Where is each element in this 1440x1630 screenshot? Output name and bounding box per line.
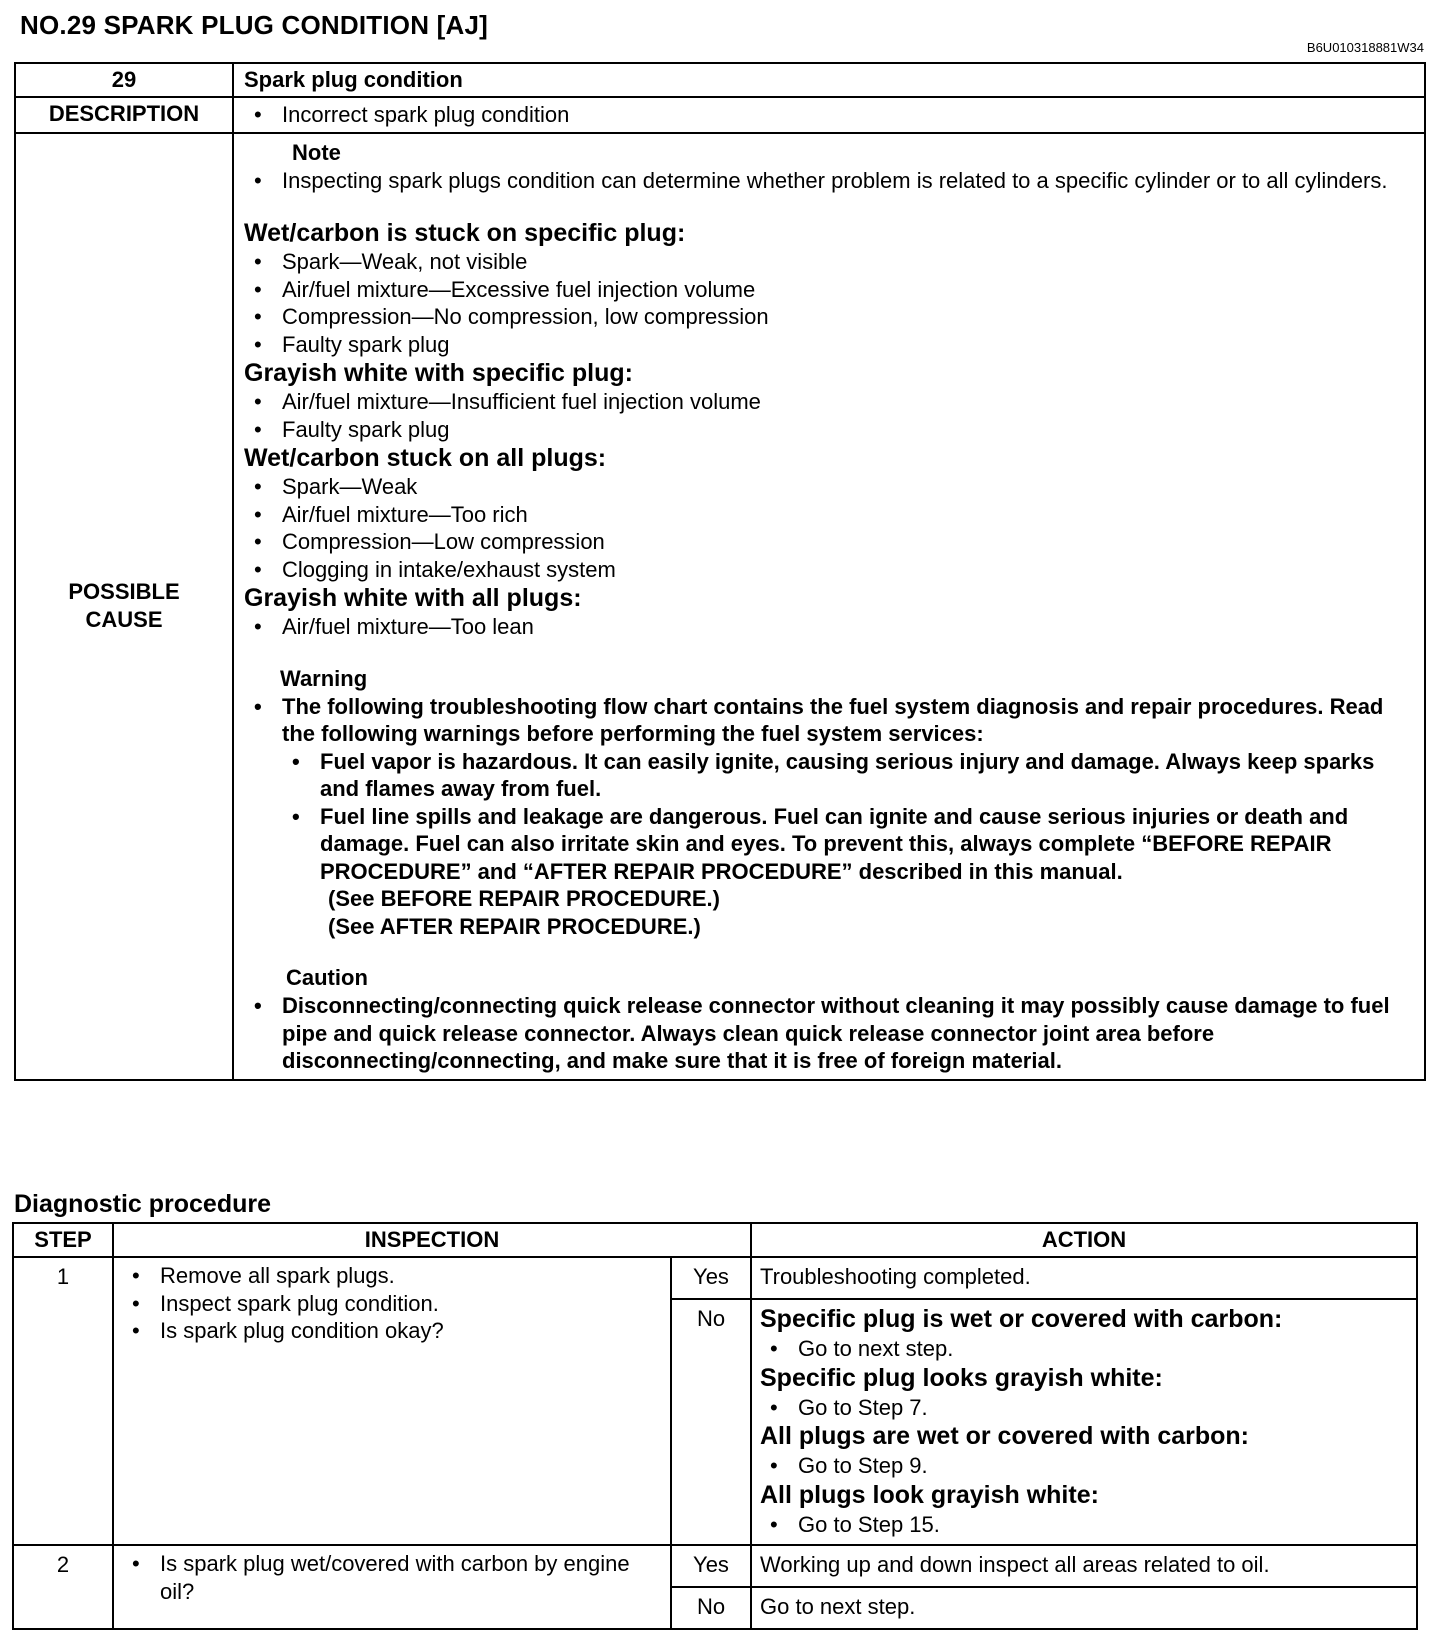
no-label: No [671,1587,751,1629]
list-item: • Spark—Weak, not visible [244,248,1416,276]
condition-table [14,62,1426,1081]
cause-list [244,613,1416,641]
note-list [244,167,1416,195]
column-header-inspection: INSPECTION [113,1223,751,1257]
action-list [760,1452,1408,1480]
condition-number: 29 [15,63,233,97]
warning-text: The following troubleshooting flow chart contains the fuel system diagnosis and repair procedures. Read the following warnings before performing the fuel system services: [282,693,1384,746]
yes-action: Troubleshooting completed. [751,1257,1417,1299]
caution-list [244,992,1416,1075]
warning-item [244,693,1416,941]
inspection-cell [113,1257,671,1545]
action-list [760,1335,1408,1363]
warning-dash-list [282,748,1416,886]
action-list [760,1394,1408,1422]
page-title: NO.29 SPARK PLUG CONDITION [AJ] [20,10,488,40]
list-item: • Inspecting spark plugs condition can determine whether problem is related to a specific cylinder or to all cylinders. [244,167,1416,195]
diagnostic-table [12,1222,1418,1630]
yes-action: Working up and down inspect all areas related to oil. [751,1545,1417,1587]
possible-cause-label-text: POSSIBLE CAUSE [68,579,180,632]
warning-list [244,693,1416,941]
no-action: Go to next step. [751,1587,1417,1629]
description-cell [233,97,1425,133]
document-code: B6U010318881W34 [1306,40,1424,55]
list-item: • Faulty spark plug [244,331,1416,359]
step-number: 1 [13,1257,113,1545]
description-label: DESCRIPTION [15,97,233,133]
list-item: • Inspect spark plug condition. [122,1290,664,1318]
see-reference: (See BEFORE REPAIR PROCEDURE.) [328,886,720,911]
list-item: • Go to Step 9. [760,1452,1408,1480]
see-reference: (See AFTER REPAIR PROCEDURE.) [328,913,701,939]
action-heading: Specific plug looks grayish white: [760,1363,1163,1392]
list-item: • Compression—Low compression [244,528,1416,556]
cause-group-heading: Grayish white with specific plug: [244,359,633,387]
list-item: • Is spark plug condition okay? [122,1317,664,1345]
action-heading: Specific plug is wet or covered with carbon: [760,1305,1283,1333]
warning-title: Warning [280,665,368,691]
list-item: • Fuel line spills and leakage are dangerous. Fuel can ignite and cause serious injuries or death and damage. Fuel can also irritate skin and eyes. To prevent this, always complete “BEFORE REPAIR PROCEDURE” and “AFTER REPAIR PROCEDURE” described in this manual. [282,803,1416,886]
table-row [15,133,1425,1080]
possible-cause-label [15,133,233,1080]
column-header-action: ACTION [751,1223,1417,1257]
list-item: • Clogging in intake/exhaust system [244,556,1416,584]
description-list [244,101,1416,129]
list-item: • Fuel vapor is hazardous. It can easily ignite, causing serious injury and damage. Always keep sparks and flames away from fuel. [282,748,1416,803]
cause-group-heading: Wet/carbon is stuck on specific plug: [244,219,686,247]
list-item: • Go to next step. [760,1335,1408,1363]
diagnostic-title: Diagnostic procedure [14,1190,271,1218]
list-item: • Disconnecting/connecting quick release connector without cleaning it may possibly cause damage to fuel pipe and quick release connector. Always clean quick release connector joint area before disconnecting/connecting, and make sure that it is free of foreign material. [244,992,1416,1075]
list-item: • Compression—No compression, low compression [244,303,1416,331]
action-heading: All plugs are wet or covered with carbon: [760,1422,1249,1450]
list-item: • Go to Step 7. [760,1394,1408,1422]
no-action-cell [751,1299,1417,1545]
list-item: • Air/fuel mixture—Too lean [244,613,1416,641]
inspection-list [122,1262,664,1345]
table-row [15,63,1425,97]
list-item: • Incorrect spark plug condition [244,101,1416,129]
caution-title: Caution [286,965,368,990]
condition-name: Spark plug condition [233,63,1425,97]
list-item: • Spark—Weak [244,473,1416,501]
table-row [15,97,1425,133]
cause-list [244,388,1416,443]
yes-label: Yes [671,1545,751,1587]
list-item: • Air/fuel mixture—Insufficient fuel injection volume [244,388,1416,416]
cause-group-heading: Wet/carbon stuck on all plugs: [244,444,607,472]
list-item: • Go to Step 15. [760,1511,1408,1539]
inspection-cell [113,1545,671,1629]
list-item: • Air/fuel mixture—Too rich [244,501,1416,529]
column-header-step: STEP [13,1223,113,1257]
cause-list [244,473,1416,583]
note-title: Note [292,139,341,165]
step-number: 2 [13,1545,113,1629]
table-row [13,1545,1417,1587]
no-label: No [671,1299,751,1545]
possible-cause-cell [233,133,1425,1080]
cause-list [244,248,1416,358]
list-item: • Air/fuel mixture—Excessive fuel injection volume [244,276,1416,304]
action-list [760,1511,1408,1539]
table-row [13,1257,1417,1299]
list-item: • Remove all spark plugs. [122,1262,664,1290]
cause-group-heading: Grayish white with all plugs: [244,584,582,612]
action-heading: All plugs look grayish white: [760,1480,1099,1509]
table-header-row [13,1223,1417,1257]
yes-label: Yes [671,1257,751,1299]
inspection-list [122,1550,664,1605]
list-item: • Faulty spark plug [244,416,1416,444]
list-item: • Is spark plug wet/covered with carbon by engine oil? [122,1550,664,1605]
